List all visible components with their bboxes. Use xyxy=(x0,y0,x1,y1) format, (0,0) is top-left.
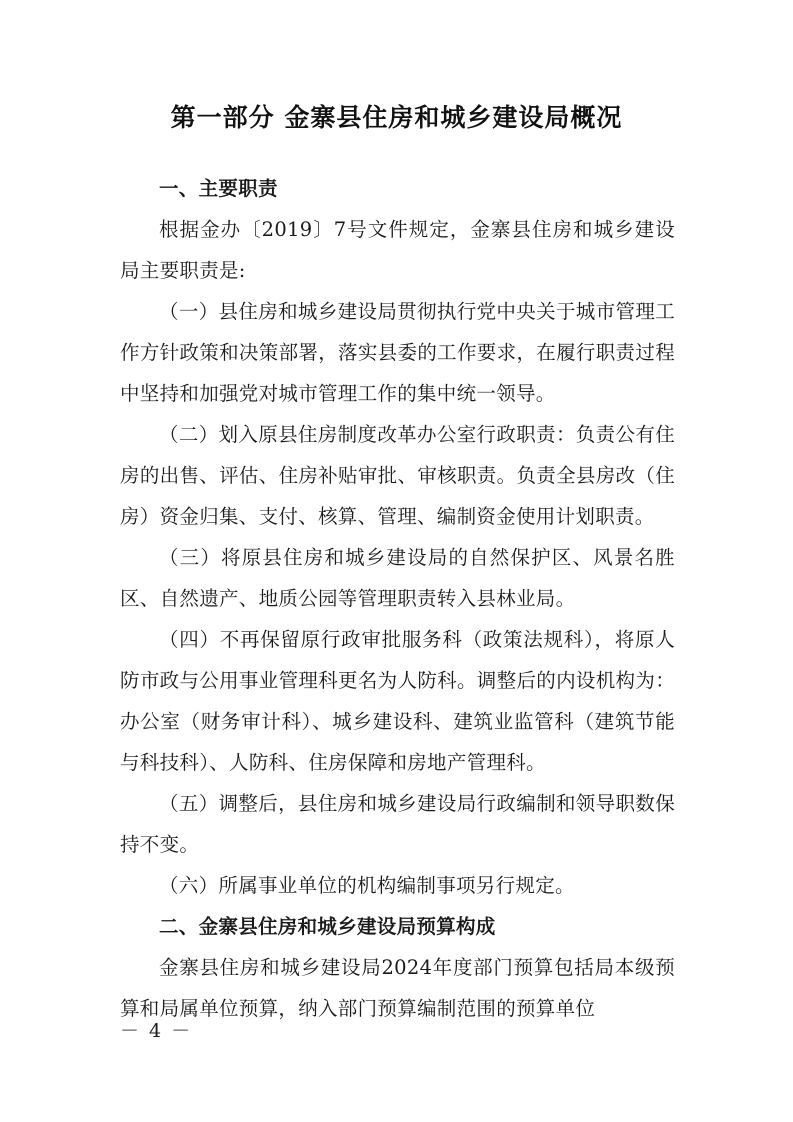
duty-item-5: （五）调整后，县住房和城乡建设局行政编制和领导职数保持不变。 xyxy=(120,792,675,856)
section-heading-duties: 一、主要职责 xyxy=(159,177,278,200)
duty-item-4: （四）不再保留原行政审批服务科（政策法规科），将原人防市政与公用事业管理科更名为人防科。调整后的内设机构为：办公室（财务审计科）、城乡建设科、建筑业监管科（建筑节能与科技科）、人防科、住房保障和房地产管理科。 xyxy=(120,628,675,774)
duty-item-1: （一）县住房和城乡建设局贯彻执行党中央关于城市管理工作方针政策和决策部署，落实县委的工作要求，在履行职责过程中坚持和加强党对城市管理工作的集中统一领导。 xyxy=(120,300,675,405)
document-body xyxy=(120,168,675,1029)
duty-item-3: （三）将原县住房和城乡建设局的自然保护区、风景名胜区、自然遗产、地质公园等管理职责转入县林业局。 xyxy=(120,546,675,610)
budget-paragraph: 金寨县住房和城乡建设局2024年度部门预算包括局本级预算和局属单位预算，纳入部门预算编制范围的预算单位 xyxy=(120,956,675,1020)
intro-paragraph: 根据金办〔2019〕7号文件规定，金寨县住房和城乡建设局主要职责是: xyxy=(120,218,675,282)
duty-item-2: （二）划入原县住房制度改革办公室行政职责：负责公有住房的出售、评估、住房补贴审批、审核职责。负责全县房改（住房）资金归集、支付、核算、管理、编制资金使用计划职责。 xyxy=(120,423,675,528)
page-number: － 4 － xyxy=(120,1020,193,1042)
section-heading-budget: 二、金寨县住房和城乡建设局预算构成 xyxy=(159,915,496,938)
page-title: 第一部分 金寨县住房和城乡建设局概况 xyxy=(170,103,623,132)
duty-item-6: （六）所属事业单位的机构编制事项另行规定。 xyxy=(159,874,575,897)
